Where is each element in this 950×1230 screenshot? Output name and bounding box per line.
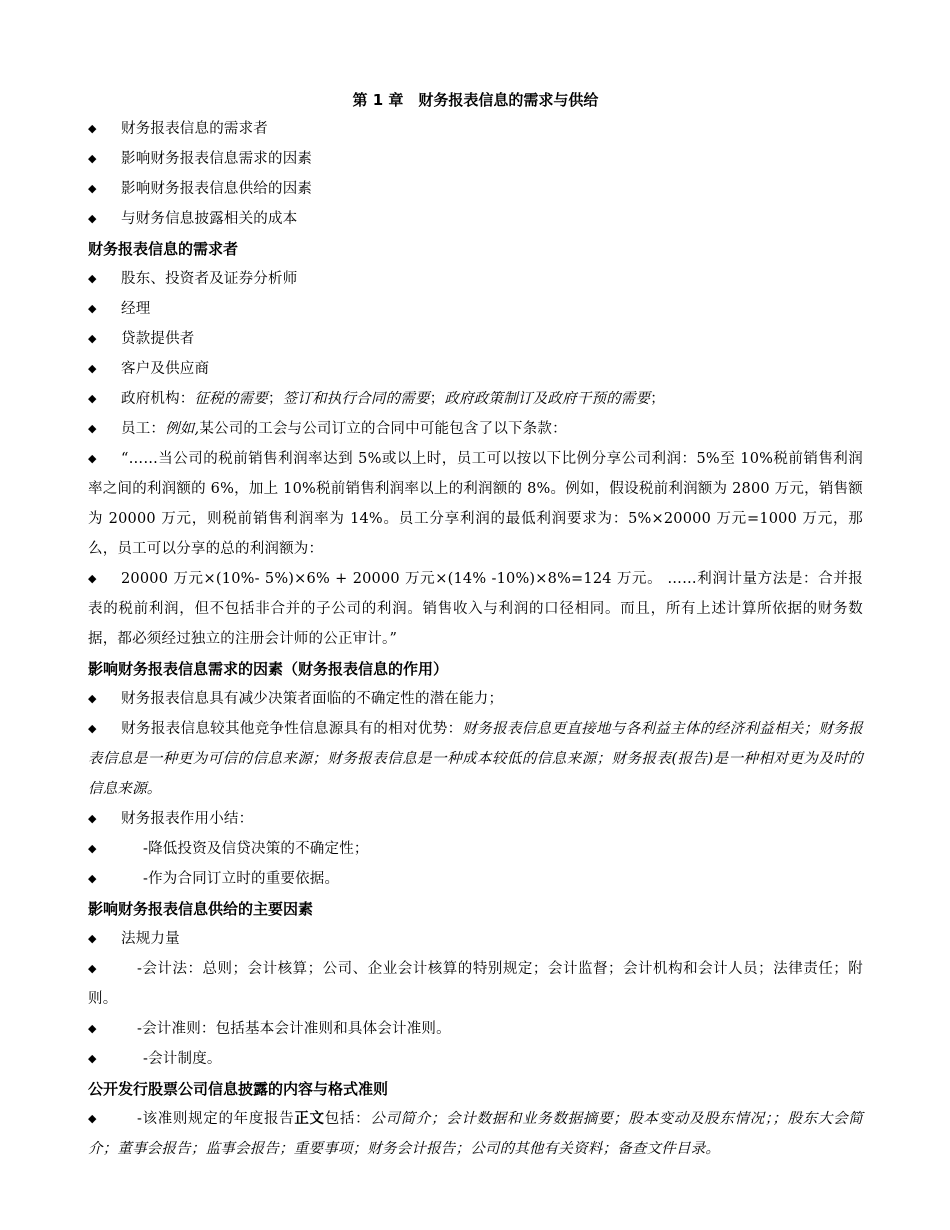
list-subitem: ◆ -该准则规定的年度报告正文包括：公司简介；会计数据和业务数据摘要；股本变动及股东情况；；股东大会简介；董事会报告；监事会报告；重要事项；财务会计报告；公司的其他有关资料；备查文件目录。 [88,1104,863,1164]
section-heading-disclosure-standards: 公开发行股票公司信息披露的内容与格式准则 [88,1080,389,1098]
diamond-bullet-icon: ◆ [88,152,97,165]
document-page [88,86,863,1164]
list-subitem: ◆ -作为合同订立时的重要依据。 [88,864,863,894]
diamond-bullet-icon: ◆ [88,842,97,855]
list-subitem: ◆ -降低投资及信贷决策的不确定性； [88,834,863,864]
list-item: ◆ 贷款提供者 [88,324,863,354]
list-item: ◆ 经理 [88,294,863,324]
diamond-bullet-icon: ◆ [88,932,97,945]
diamond-bullet-icon: ◆ [88,1022,97,1035]
list-item-advantages: ◆ 财务报表信息较其他竞争性信息源具有的相对优势：财务报表信息更直接地与各利益主体的经济利益相关；财务报表信息是一种更为可信的信息来源；财务报表信息是一种成本较低的信息来源；财务报表(报告)是一种相对更为及时的信息来源。 [88,714,863,804]
diamond-bullet-icon: ◆ [88,332,97,345]
section-heading-demand-factors: 影响财务报表信息需求的因素（财务报表信息的作用） [88,660,449,678]
diamond-bullet-icon: ◆ [88,812,97,825]
diamond-bullet-icon: ◆ [88,1052,97,1065]
contract-quote-part-2: ◆ 20000 万元×(10%- 5%)×6% + 20000 万元×(14% -10%)×8%=124 万元。 ……利润计量方法是：合并报表的税前利润，但不包括非合并的子公司的利润。销售收入与利润的口径相同。而且，所有上述计算所依据的财务数据，都必须经过独立的注册会计师的公正审计。” [88,564,863,654]
diamond-bullet-icon: ◆ [88,452,97,465]
contract-quote-part-1: ◆ “……当公司的税前销售利润率达到 5%或以上时，员工可以按以下比例分享公司利润：5%至 10%税前销售利润率之间的利润额的 6%，加上 10%税前销售利润率以上的利润额的 8%。例如，假设税前利润额为 2800 万元，销售额为 20000 万元，则税前销售利润率为 14%。员工分享利润的最低利润要求为：5%×20000 万元=1000 万元，那么，员工可以分享的总的利润额为： [88,444,863,564]
list-subitem: ◆ -会计法：总则；会计核算；公司、企业会计核算的特别规定；会计监督；会计机构和会计人员；法律责任；附则。 [88,954,863,1014]
list-subitem: ◆ -会计准则：包括基本会计准则和具体会计准则。 [88,1014,863,1044]
diamond-bullet-icon: ◆ [88,1112,97,1125]
diamond-bullet-icon: ◆ [88,362,97,375]
list-item: ◆ 股东、投资者及证券分析师 [88,264,863,294]
diamond-bullet-icon: ◆ [88,272,97,285]
toc-item: ◆ 财务报表信息的需求者 [88,114,863,144]
section-heading-supply-factors: 影响财务报表信息供给的主要因素 [88,900,314,918]
diamond-bullet-icon: ◆ [88,212,97,225]
list-item: ◆ 法规力量 [88,924,863,954]
diamond-bullet-icon: ◆ [88,872,97,885]
diamond-bullet-icon: ◆ [88,962,97,975]
list-item: ◆ 财务报表信息具有减少决策者面临的不确定性的潜在能力； [88,684,863,714]
diamond-bullet-icon: ◆ [88,722,97,735]
section-heading-demanders: 财务报表信息的需求者 [88,240,239,258]
toc-item: ◆ 影响财务报表信息供给的因素 [88,174,863,204]
list-item-government: ◆ 政府机构：征税的需要；签订和执行合同的需要；政府政策制订及政府干预的需要； [88,384,863,414]
list-subitem: ◆ -会计制度。 [88,1044,863,1074]
diamond-bullet-icon: ◆ [88,182,97,195]
list-item: ◆ 财务报表作用小结： [88,804,863,834]
toc-item: ◆ 与财务信息披露相关的成本 [88,204,863,234]
list-item-employees: ◆ 员工：例如,某公司的工会与公司订立的合同中可能包含了以下条款： [88,414,863,444]
diamond-bullet-icon: ◆ [88,572,97,585]
chapter-title: 第 1 章 财务报表信息的需求与供给 [352,91,599,109]
diamond-bullet-icon: ◆ [88,122,97,135]
list-item: ◆ 客户及供应商 [88,354,863,384]
toc-item: ◆ 影响财务报表信息需求的因素 [88,144,863,174]
diamond-bullet-icon: ◆ [88,422,97,435]
diamond-bullet-icon: ◆ [88,692,97,705]
diamond-bullet-icon: ◆ [88,392,97,405]
diamond-bullet-icon: ◆ [88,302,97,315]
